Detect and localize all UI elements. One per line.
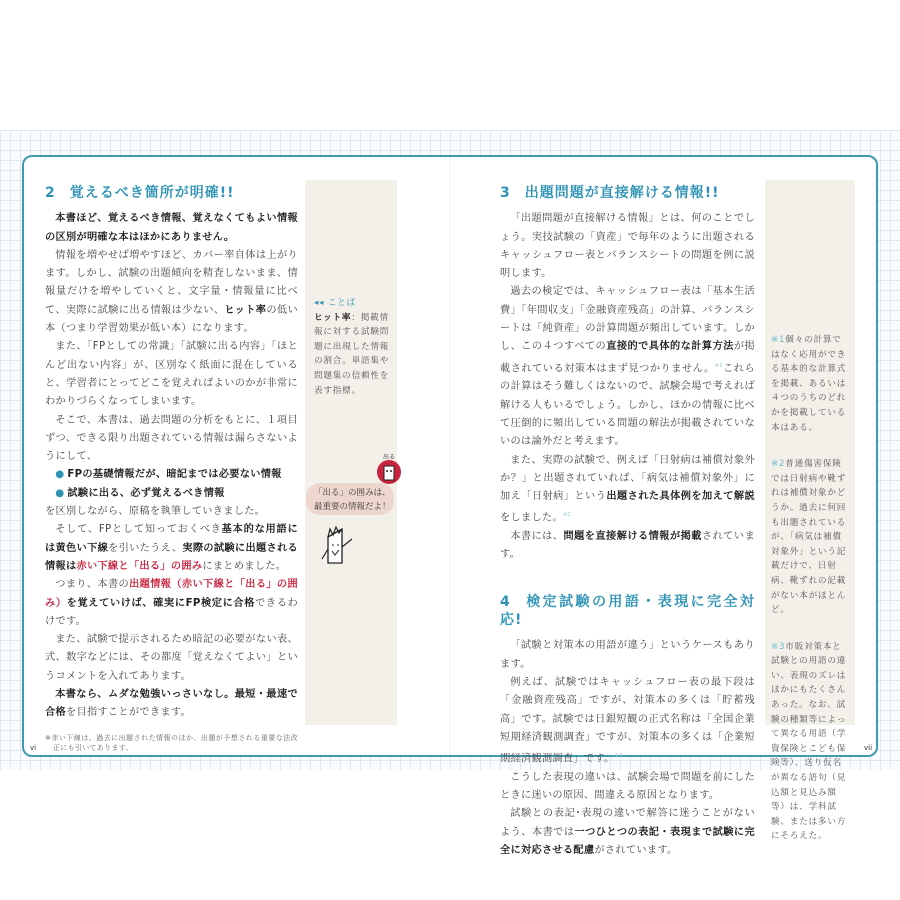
bullet-list — [45, 466, 298, 503]
text: にまとめました。 — [202, 560, 287, 572]
book-spine — [449, 157, 451, 755]
paragraph — [45, 631, 298, 686]
paragraph — [45, 576, 298, 631]
bold-text: を覚えていけば、確実にFP検定に合格 — [66, 597, 256, 609]
paragraph — [500, 674, 755, 769]
text: つまり、本書の — [55, 579, 130, 591]
sidebar-note — [771, 640, 851, 844]
bold-text: ヒット率 — [224, 304, 267, 316]
note-mark: ※2 — [771, 459, 786, 470]
text: 過去の検定では、キャッシュフロー表は「基本生活費」「年間収支」「金融資産残高」の計算、バランスシートは「純資産」の計算問題が頻出しています。しかし、この４つすべての — [500, 286, 755, 353]
paragraph — [500, 528, 755, 565]
deru-badge-icon — [372, 452, 406, 486]
paragraph — [500, 805, 755, 860]
paragraph — [45, 338, 298, 411]
bold-text: 出題された具体例を加えて解説 — [606, 491, 755, 503]
text: されています。 — [500, 531, 756, 561]
red-highlight-text: 出題情報（赤い下線と「出る」の囲み） — [45, 579, 298, 609]
text: を目指すことができます。 — [65, 707, 192, 719]
text: をしました。 — [500, 512, 563, 524]
text: がされています。 — [594, 844, 678, 856]
text: そこで、本書は、過去問題の分析をもとに、１項目ずつ、できる限り出題されている情報は漏らさないようにして、 — [45, 414, 298, 463]
section-2-heading — [45, 184, 298, 202]
note-text: 普通傷害保険では日射病や靴ずれは補償対象かどうか。過去に何回も出題されているが、「病気は補償対象外」という記載だけで、日射病、靴ずれの記載がない本がほとんど。 — [771, 459, 847, 616]
section-title: 覚えるべき箇所が明確!! — [69, 185, 235, 201]
page-number-right: vii — [864, 744, 873, 752]
speech-bubble: 「出る」の囲みは、最重要の情報だよ！ — [306, 483, 394, 515]
bold-text: 実際の試験に出題される情報は — [45, 542, 298, 572]
text: の低い本（つまり学習効果が低い本）になります。 — [45, 304, 298, 335]
bold-text: 本書ほど、覚えるべき情報、覚えなくてもよい情報の区別が明確な本はほかにありません。 — [45, 213, 298, 243]
section-4-body — [500, 637, 755, 860]
paragraph — [45, 412, 298, 467]
bullet-item — [45, 466, 298, 484]
text: 「出題問題が直接解ける情報」とは、何のことでしょう。実技試験の「資産」で毎年のように出題されるキャッシュフロー表とバランスシートの問題を例に説明します。 — [500, 213, 755, 280]
text: 本書には、 — [510, 531, 564, 543]
text: また、試験で提示されるため暗記の必要がない表、式、数字などには、その都度「覚えなくてよい」というコメントを入れてあります。 — [45, 634, 298, 682]
bullet-item — [45, 485, 298, 503]
bold-text: 基本的な用語には黄色い下線 — [45, 524, 298, 554]
text: が掲載されている対策本はまず見つかりません。 — [500, 341, 755, 375]
section-3-heading — [500, 184, 755, 202]
section-number: 2 — [45, 185, 56, 201]
section-number: 3 — [500, 185, 511, 201]
kotoba-label: ◂◂ ことば — [314, 298, 356, 308]
bullet-text: FPの基礎情報だが、暗記までは必要ない情報 — [67, 469, 282, 481]
text: を区別しながら、原稿を執筆していきました。 — [45, 506, 266, 518]
paragraph — [500, 637, 755, 674]
text: 例えば、試験ではキャッシュフロー表の最下段は「金融資産残高」ですが、対策本の多くは「貯蓄残高」です。試験では日銀短観の正式名称は「全国企業短期経済観測調査」ですが、対策本の多くは「企業短期経済観測調査」です。 — [500, 676, 755, 765]
text: そして、FPとして知っておくべき — [55, 524, 222, 536]
paragraph — [500, 210, 755, 283]
red-highlight-text: 赤い下線と「出る」の囲み — [76, 560, 203, 572]
sidebar-notes — [771, 333, 851, 844]
paragraph — [45, 521, 298, 576]
note-text: 市販対策本と試験との用語の違い、表現のズレはほかにもたくさんあった。なお、試験の種類等によって異なる用語（学資保険とこども保険等）、送り仮名が異なる語句（見込額と見込み額等）は、学科試験、または多い方にそろえた。 — [771, 641, 847, 842]
note-mark: ※3 — [771, 641, 786, 652]
bullet-text: 試験に出る、必ず覚えるべき情報 — [67, 487, 225, 499]
term: ヒット率 — [314, 312, 352, 323]
footnote-ref: ※1 — [714, 362, 723, 369]
section-2-body — [45, 210, 298, 466]
text: 試験との表記･表現の違いで解答に迷うことがないよう、本書では — [500, 808, 755, 838]
paragraph — [45, 503, 298, 521]
section-2-body-continued — [45, 503, 298, 723]
mascot-character-icon — [320, 515, 360, 565]
text: 情報を増やせば増やすほど、カバー率自体は上がります。しかし、試験の出題傾向を精査しないまま、情報量だけを増やしていくと、文字量・情報量に比べて、実際に試験に出る情報は少ない、 — [45, 249, 298, 316]
left-column — [45, 184, 298, 753]
bullet-dot-icon: ● — [55, 469, 65, 481]
paragraph — [500, 452, 755, 529]
note-mark: ※1 — [771, 335, 786, 345]
paragraph — [500, 283, 755, 451]
bold-text: 本書なら、ムダな勉強いっさいなし。最短・最速で合格 — [45, 689, 298, 719]
paragraph — [45, 247, 298, 338]
text: できるわけです。 — [45, 597, 298, 627]
footnote: ※赤い下線は、過去に出題された情報のほか、出題が予想される重要な法改正にも引いてあります。 — [45, 733, 298, 752]
section-4-heading — [500, 593, 755, 630]
section-title: 検定試験の用語・表現に完全対応! — [500, 593, 755, 629]
paragraph — [500, 769, 755, 806]
text: 「試験と対策本の用語が違う」というケースもあります。 — [500, 640, 755, 670]
page-number-left: vi — [30, 744, 37, 752]
note-text: 個々の計算ではなく応用ができる基本的な計算式を掲載、あるいは４つのうちのどれかを掲載している本はある。 — [771, 335, 847, 433]
paragraph — [45, 686, 298, 723]
text: こうした表現の違いは、試験会場で問題を前にしたときに迷いの原因、間違える原因となります。 — [500, 771, 755, 802]
bold-text: 直接的で具体的な計算方法 — [606, 341, 734, 353]
term-definition — [314, 296, 392, 398]
section-title: 出題問題が直接解ける情報!! — [524, 185, 720, 201]
bullet-dot-icon: ● — [55, 487, 65, 499]
right-column — [500, 184, 755, 860]
sidebar-note — [771, 333, 851, 435]
section-number: 4 — [500, 593, 511, 610]
text: これらの計算はそう難しくはないので、試験会場で考えれば解ける人もいるでしょう。しかし、ほかの情報に比べて圧倒的に頻出している問題の解法が掲載されていないのは論外だと考えます。 — [500, 363, 755, 448]
text: また、「FPとしての常識」「試験に出る内容」「ほとんど出ない内容」が、区別なく紙面に混在していると、学習者にとってどこを覚えればよいのかが非常にわかりづらくなってしまいます。 — [45, 341, 298, 408]
definition: ：掲載情報に対する試験問題に出現した情報の割合。単語集や問題集の信頼性を表す指標。 — [314, 312, 390, 396]
section-3-body — [500, 210, 755, 564]
text: また、実際の試験で、例えば「日射病は補償対象外か？」と出題されていれば、「病気は補償対象外」に加え「日射病」という — [500, 454, 755, 503]
footnote-ref: ※2 — [562, 512, 571, 519]
text: を引いたうえ、 — [108, 542, 183, 554]
badge-text: 出る — [382, 454, 396, 461]
bold-text: 一つひとつの表記・表現まで試験に完全に対応させる配慮 — [500, 826, 755, 856]
footnote-ref: ※3 — [614, 753, 623, 760]
paragraph — [45, 210, 298, 247]
bold-text: 問題を直接解ける情報が掲載 — [563, 531, 702, 543]
sidebar-note — [771, 457, 851, 618]
